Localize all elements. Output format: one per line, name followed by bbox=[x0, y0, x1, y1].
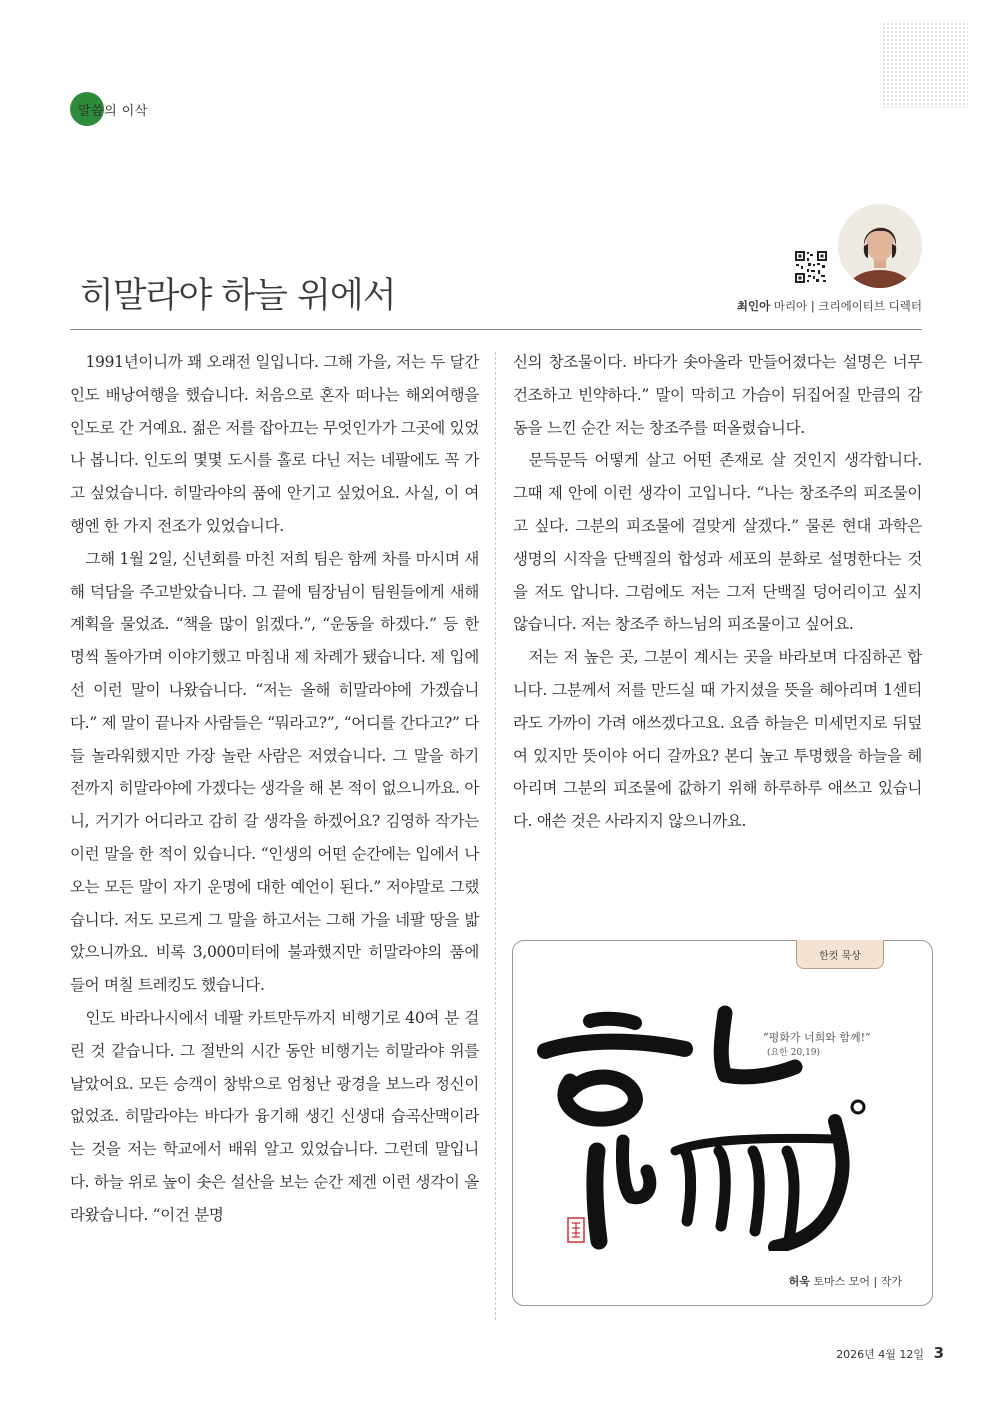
paragraph: 1991년이니까 꽤 오래전 일입니다. 그해 가을, 저는 두 달간 인도 배낭여행을 했습니다. 처음으로 혼자 떠나는 해외여행을 인도로 간 거예요. 젊은 저를 잡아끄는 무엇인가가 그곳에 있었나 봅니다. 인도의 몇몇 도시를 홀로 다닌 저는 네팔에도 꼭 가고 싶었습니다. 히말라야의 품에 안기고 싶었어요. 사실, 이 여행엔 한 가지 전조가 있었습니다. bbox=[70, 353, 479, 535]
decorative-dot-pattern bbox=[882, 22, 968, 108]
page-number: 3 bbox=[933, 1344, 944, 1362]
section-label: 말씀의 이삭 bbox=[78, 103, 148, 119]
article-column-right bbox=[513, 346, 922, 838]
paragraph: 신의 창조물이다. 바다가 솟아올라 만들어졌다는 설명은 너무 건조하고 빈약하다.” 말이 막히고 가슴이 뒤집어질 만큼의 감동을 느낀 순간 저는 창조주를 떠올렸습니다. bbox=[513, 353, 922, 437]
paragraph: 저는 저 높은 곳, 그분이 계시는 곳을 바라보며 다짐하곤 합니다. 그분께서 저를 만드실 때 가지셨을 뜻을 헤아리며 1센티라도 가까이 가려 애쓰겠다고요. 요즘 하늘은 미세먼지로 뒤덮여 있지만 뜻이야 어디 갈까요? 본디 높고 투명했을 하늘을 헤아리며 그분의 피조물에 값하기 위해 하루하루 애쓰고 있습니다. 애쓴 것은 사라지지 않으니까요. bbox=[513, 648, 922, 831]
artist-baptismal-name: 토마스 모어 bbox=[813, 1275, 871, 1288]
title-divider bbox=[70, 329, 922, 330]
article-title: 히말라야 하늘 위에서 bbox=[80, 276, 396, 316]
column-divider bbox=[495, 352, 496, 1320]
calligraphy-artwork bbox=[535, 1001, 895, 1251]
artist-credit bbox=[789, 1273, 902, 1289]
credit-separator: | bbox=[873, 1275, 881, 1288]
artist-name: 허욱 bbox=[788, 1275, 810, 1288]
qr-code-icon bbox=[794, 250, 828, 284]
meditation-box bbox=[512, 940, 933, 1306]
paragraph: 인도 바라나시에서 네팔 카트만두까지 비행기로 40여 분 걸린 것 같습니다. 그 절반의 시간 동안 비행기는 히말라야 위를 날았어요. 모든 승객이 창밖으로 엄청난 광경을 보느라 정신이 없었죠. 히말라야는 바다가 융기해 생긴 신생대 습곡산맥이라는 것을 저는 학교에서 배워 알고 있었습니다. 그런데 말입니다. 하늘 위로 높이 솟은 설산을 보는 순간 제겐 이런 생각이 올라왔습니다. “이건 분명 bbox=[70, 1008, 479, 1224]
meditation-quote-reference: (요한 20,19) bbox=[767, 1048, 821, 1058]
issue-date: 2026년 4월 12일 bbox=[836, 1348, 925, 1361]
artist-seal-icon bbox=[567, 1217, 585, 1243]
author-name: 최인아 bbox=[736, 299, 771, 313]
author-baptismal-name: 마리아 bbox=[773, 299, 808, 313]
article-column-left bbox=[70, 346, 479, 1232]
section-tag bbox=[70, 92, 148, 126]
paragraph: 문득문득 어떻게 살고 어떤 존재로 살 것인지 생각합니다. 그때 제 안에 이런 생각이 고입니다. “나는 창조주의 피조물이고 싶다. 그분의 피조물에 걸맞게 살겠다.” 물론 현대 과학은 생명의 시작을 단백질의 합성과 세포의 분화로 설명한다는 것을 저도 압니다. 그럼에도 저는 그저 단백질 덩어리이고 싶지 않습니다. 저는 창조주 하느님의 피조물이고 싶어요. bbox=[513, 451, 922, 634]
meditation-quote: “평화가 너희와 함께!” bbox=[763, 1031, 871, 1044]
meditation-tab-label: 한컷 묵상 bbox=[796, 940, 884, 969]
byline-separator: | bbox=[810, 299, 819, 313]
author-byline bbox=[737, 298, 922, 314]
paragraph: 그해 1월 2일, 신년회를 마친 저희 팀은 함께 차를 마시며 새해 덕담을 주고받았습니다. 그 끝에 팀장님이 팀원들에게 새해 계획을 물었죠. “책을 많이 읽겠다.”, “운동을 하겠다.” 등 한 명씩 돌아가며 이야기했고 마침내 제 차례가 됐습니다. 제 입에선 이런 말이 나왔습니다. “저는 올해 히말라야에 가겠습니다.” 제 말이 끝나자 사람들은 “뭐라고?”, “어디를 간다고?” 다들 놀라워했지만 가장 놀란 사람은 저였습니다. 그 말을 하기 전까지 히말라야에 가겠다는 생각을 해 본 적이 없으니까요. 아니, 거기가 어디라고 감히 갈 생각을 하겠어요? 김영하 작가는 이런 말을 한 적이 있습니다. “인생의 어떤 순간에는 입에서 나오는 모든 말이 자기 운명에 대한 예언이 된다.” 저야말로 그랬습니다. 저도 모르게 그 말을 하고서는 그해 가을 네팔 땅을 밟았으니까요. 비록 3,000미터에 불과했지만 히말라야의 품에 들어 며칠 트레킹도 했습니다. bbox=[70, 549, 479, 995]
author-role: 크리에이티브 디렉터 bbox=[818, 299, 922, 313]
author-photo bbox=[838, 204, 922, 288]
page-footer bbox=[836, 1344, 944, 1362]
artist-role: 작가 bbox=[880, 1275, 902, 1288]
